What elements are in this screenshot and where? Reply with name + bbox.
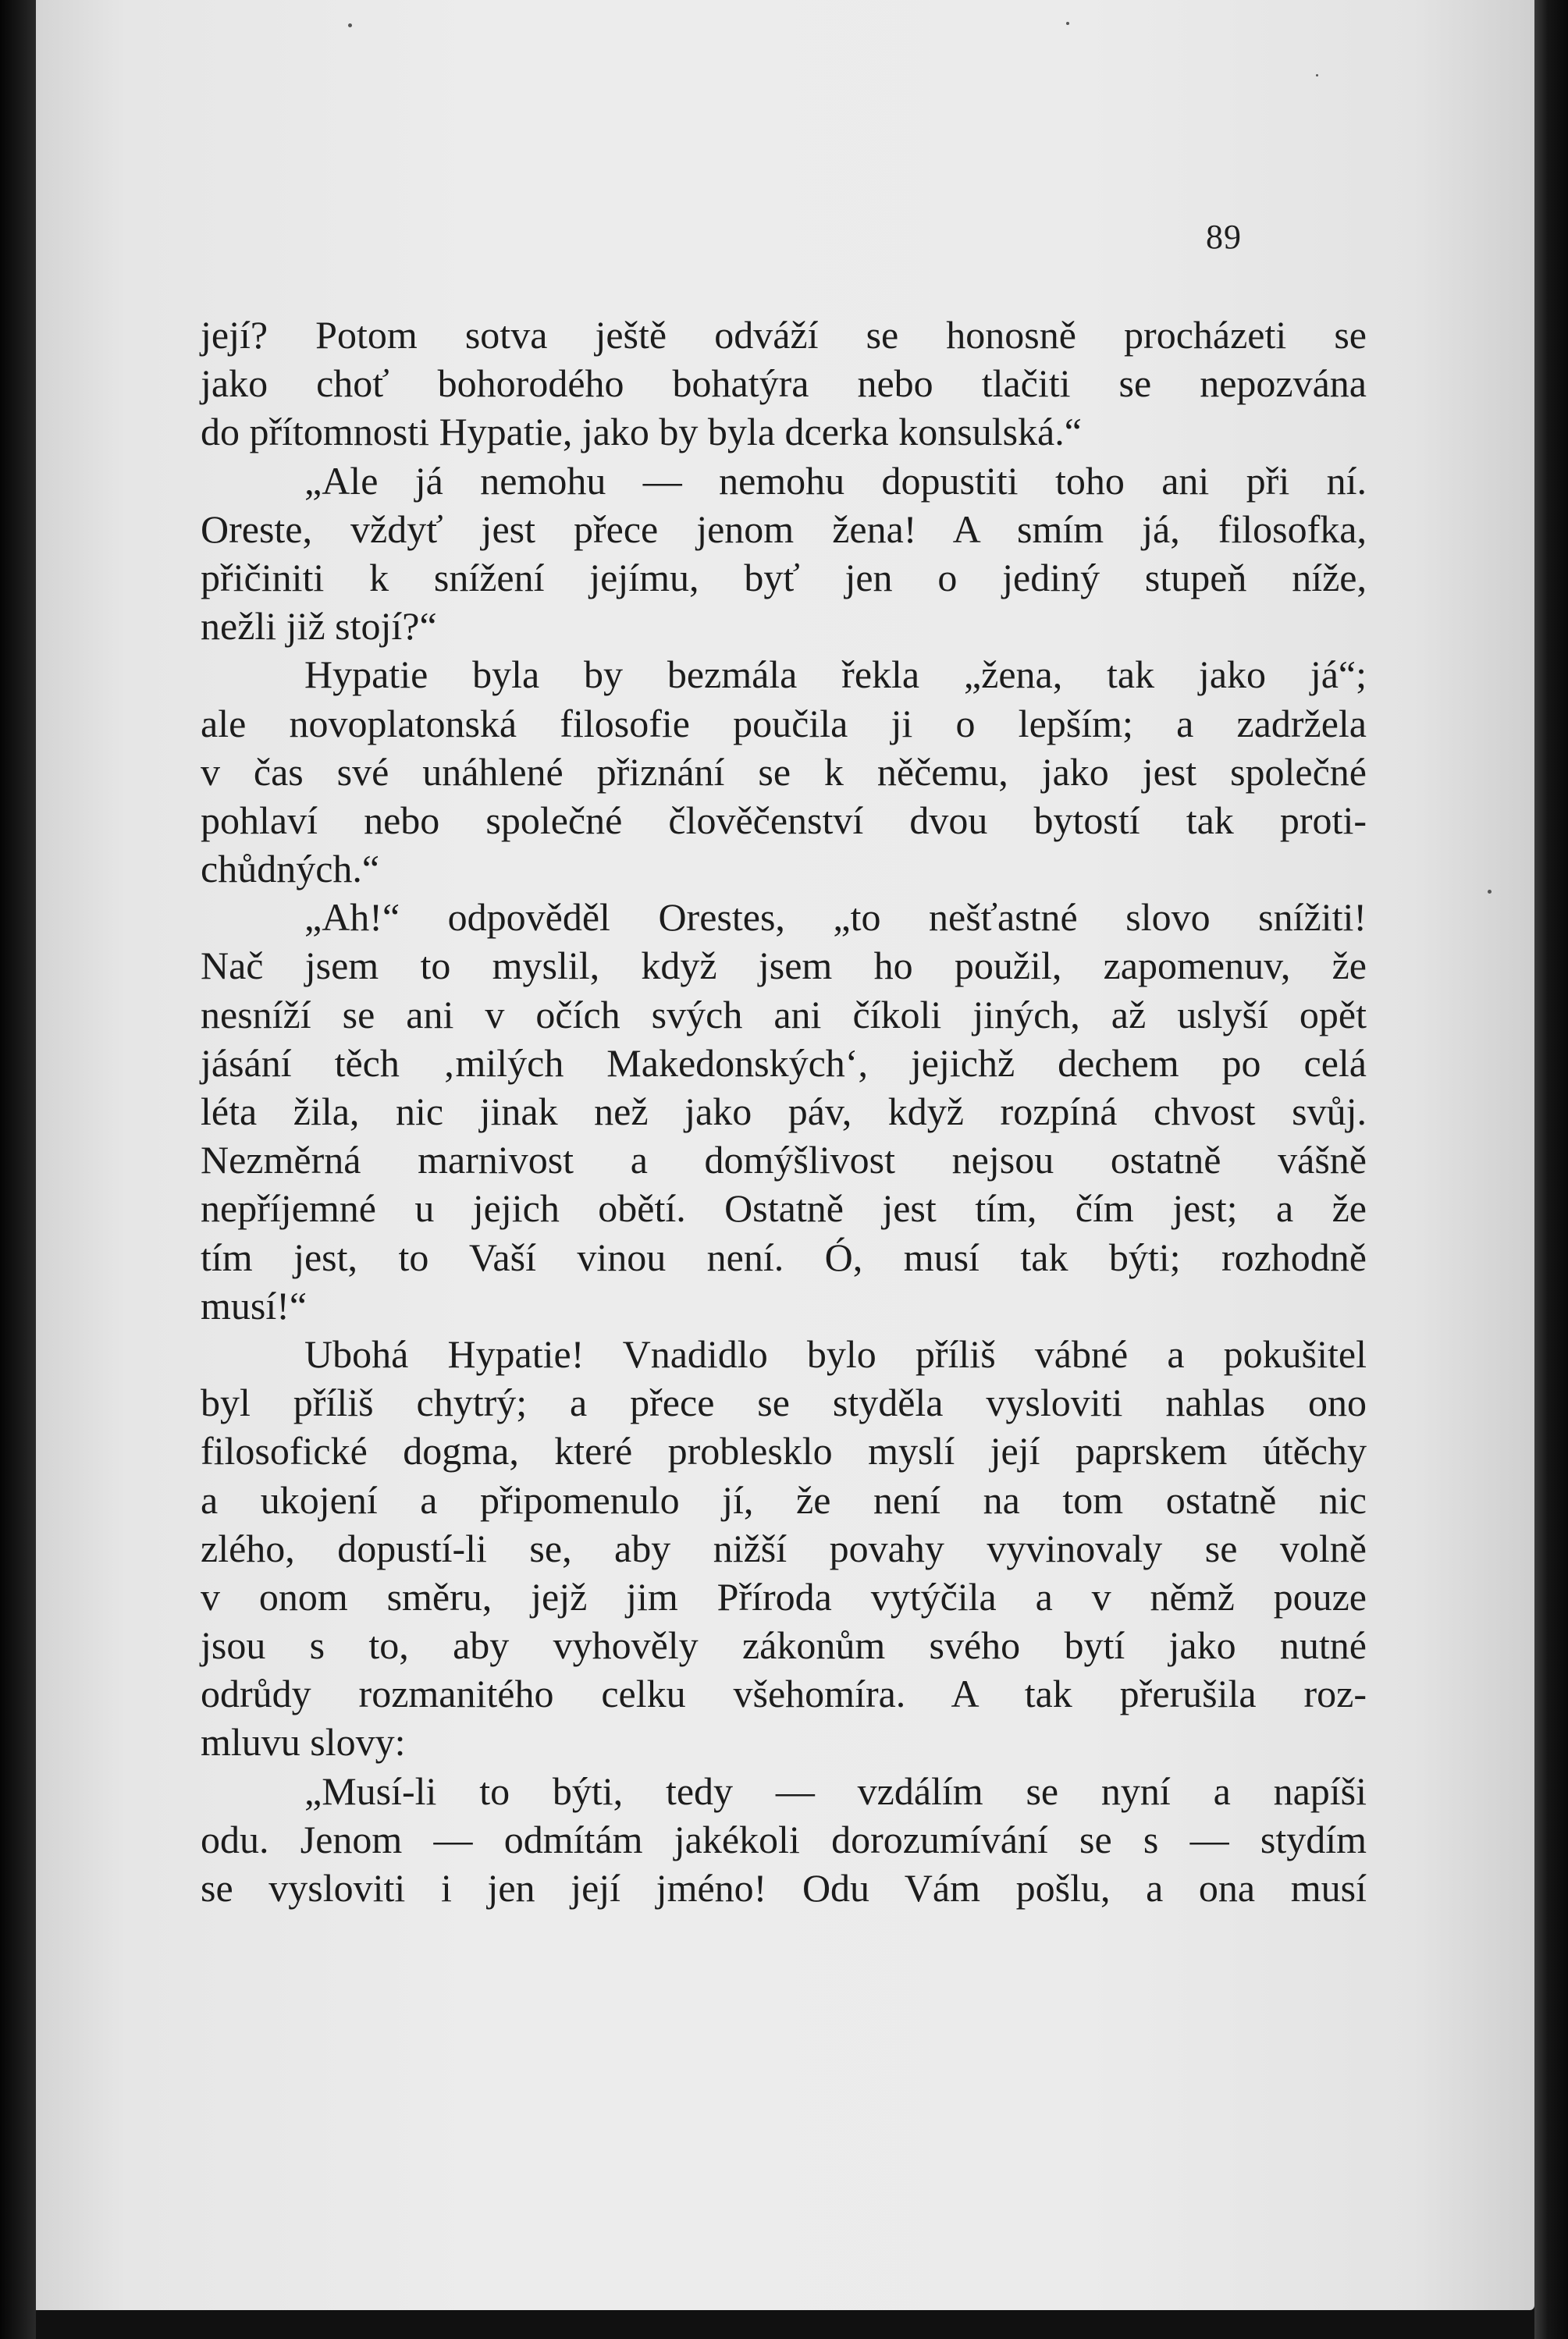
text-line: odrůdy rozmanitého celku všehomíra. A tak přerušila roz- (201, 1672, 1367, 1716)
text-line: v onom směru, jejž jim Příroda vytýčila a v němž pouze (201, 1574, 1367, 1619)
dust-speck (1066, 22, 1069, 25)
text-line: filosofické dogma, které problesklo myslí její paprskem útěchy (201, 1429, 1367, 1473)
text-line: nesníží se ani v očích svých ani číkoli jiných, až uslyší opět (201, 992, 1367, 1036)
text-line: mluvu slovy: (201, 1720, 406, 1765)
text-line: „Musí-li to býti, tedy — vzdálím se nyní a napíši (304, 1768, 1367, 1813)
text-line: musí!“ (201, 1283, 308, 1328)
text-line: „Ale já nemohu — nemohu dopustiti toho ani při ní. (304, 458, 1367, 503)
text-line: pohlaví nebo společné člověčenství dvou bytostí tak proti- (201, 798, 1367, 842)
text-line: přičiniti k snížení jejímu, byť jen o jediný stupeň níže, (201, 555, 1367, 599)
text-line: Hypatie byla by bezmála řekla „žena, tak jako já“; (304, 652, 1367, 697)
text-line: její? Potom sotva ještě odváží se honosně procházeti se (201, 313, 1367, 357)
paper-page (36, 0, 1534, 2310)
text-line: v čas své unáhlené přiznání se k něčemu, jako jest společné (201, 749, 1367, 794)
text-line: se vysloviti i jen její jméno! Odu Vám pošlu, a ona musí (201, 1866, 1367, 1910)
text-line: odu. Jenom — odmítám jakékoli dorozumívání se s — stydím (201, 1817, 1367, 1861)
text-line: chůdných.“ (201, 847, 380, 891)
text-line: jako choť bohorodého bohatýra nebo tlačiti se nepozvána (201, 361, 1367, 406)
page-number: 89 (1206, 218, 1242, 256)
book-spine-shadow (0, 0, 36, 2339)
text-line: „Ah!“ odpověděl Orestes, „to nešťastné slovo snížiti! (304, 895, 1367, 940)
text-line: Nač jsem to myslil, když jsem ho použil, zapomenuv, že (201, 944, 1367, 988)
text-line: léta žila, nic jinak než jako páv, když rozpíná chvost svůj. (201, 1090, 1367, 1133)
text-line: nežli již stojí?“ (201, 604, 437, 649)
text-line: ale novoplatonská filosofie poučila ji o lepším; a zadržela (201, 701, 1367, 745)
text-line: nepříjemné u jejich obětí. Ostatně jest tím, čím jest; a že (201, 1186, 1367, 1231)
text-line: a ukojení a připomenulo jí, že není na tom ostatně nic (201, 1477, 1367, 1522)
text-line: jásání těch ‚milých Makedonských‘, jejichž dechem po celá (201, 1040, 1367, 1085)
dust-speck (1488, 890, 1492, 894)
text-line: Nezměrná marnivost a domýšlivost nejsou ostatně vášně (201, 1138, 1367, 1182)
text-line: byl příliš chytrý; a přece se styděla vysloviti nahlas ono (201, 1381, 1367, 1425)
text-line: zlého, dopustí-li se, aby nižší povahy vyvinovaly se volně (201, 1526, 1367, 1570)
body-text (201, 311, 1367, 1912)
text-line: Oreste, vždyť jest přece jenom žena! A smím já, filosofka, (201, 507, 1367, 551)
dust-speck (1316, 74, 1318, 76)
dust-speck (348, 23, 352, 27)
text-line: jsou s to, aby vyhověly zákonům svého bytí jako nutné (201, 1623, 1367, 1668)
text-line: tím jest, to Vaší vinou není. Ó, musí tak býti; rozhodně (201, 1235, 1367, 1279)
page-edge-shadow (1534, 0, 1568, 2339)
text-line: Ubohá Hypatie! Vnadidlo bylo příliš vábné a pokušitel (304, 1331, 1367, 1376)
text-line: do přítomnosti Hypatie, jako by byla dcerka konsulská.“ (201, 410, 1082, 454)
